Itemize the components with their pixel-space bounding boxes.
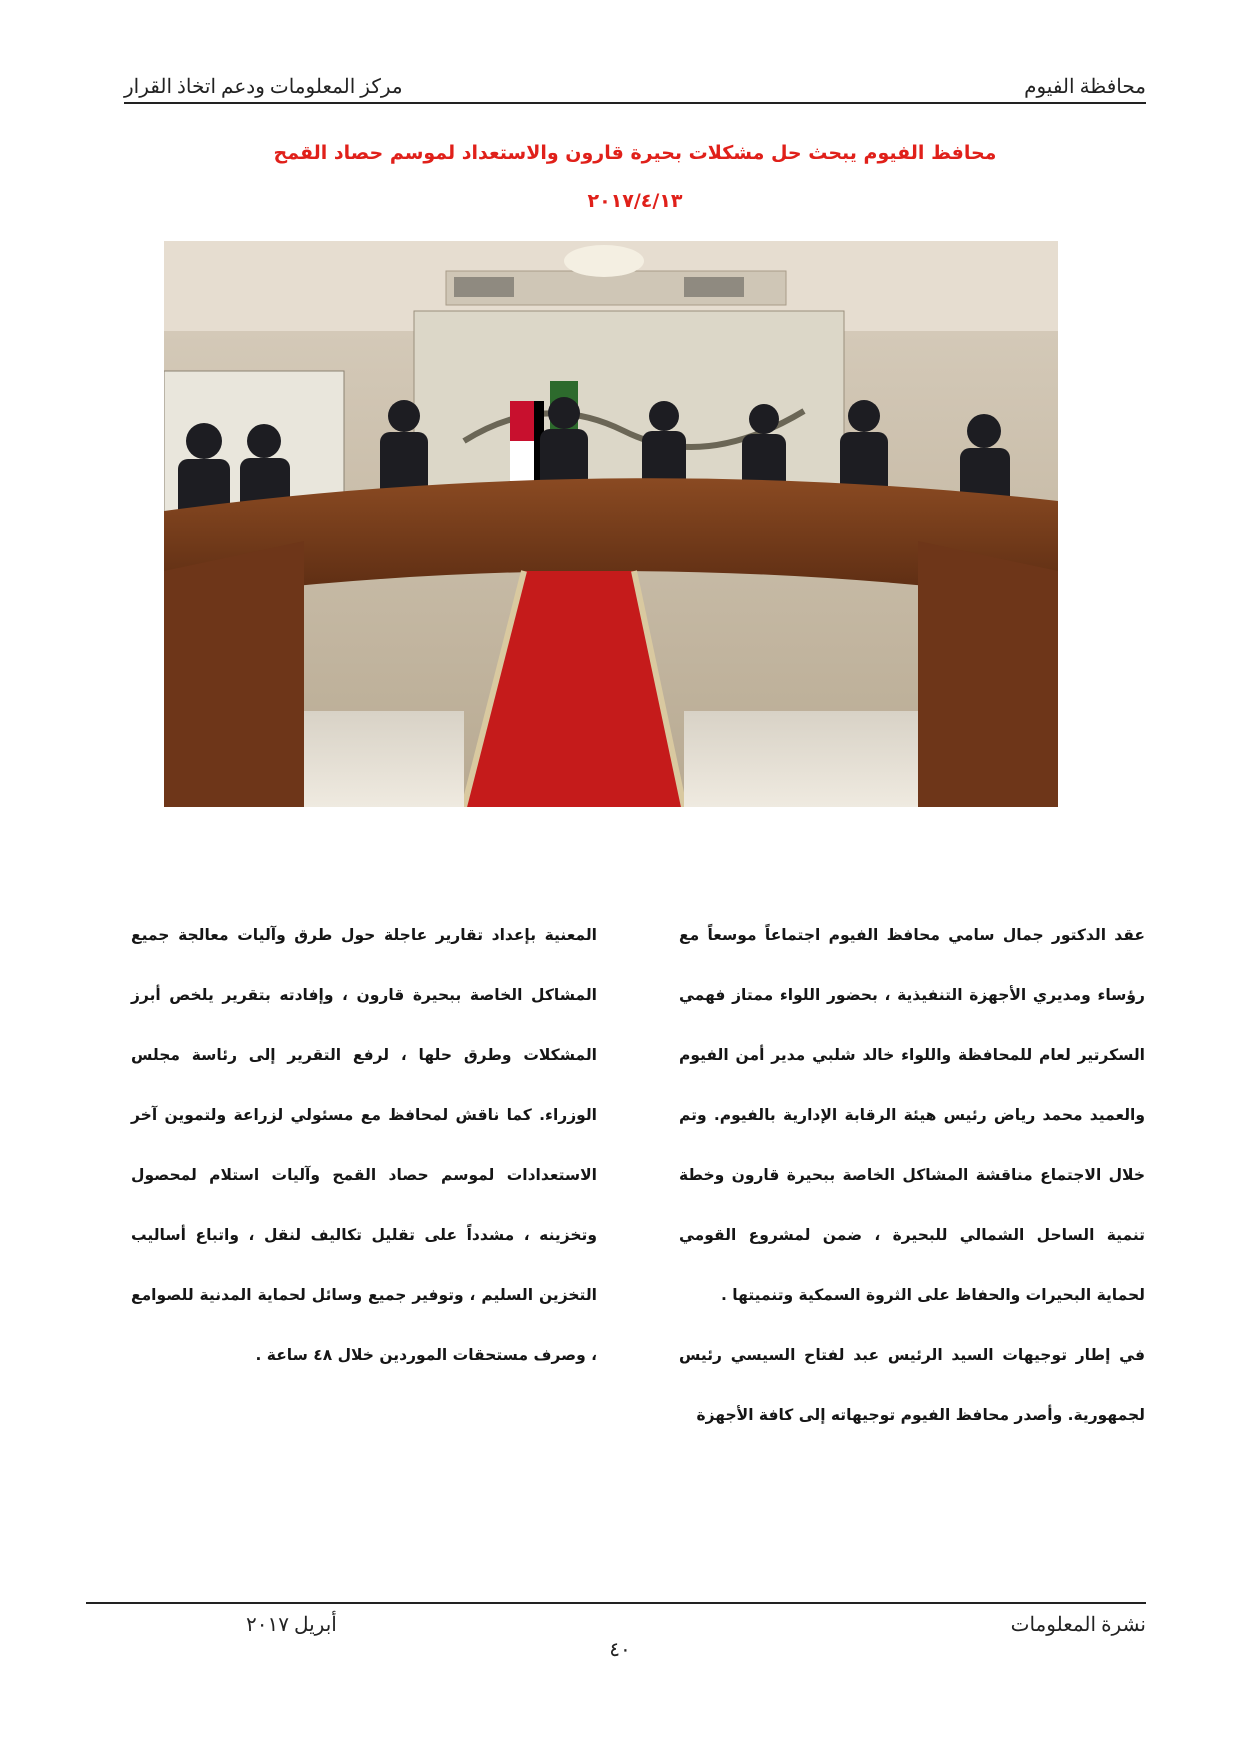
meeting-photo	[164, 241, 1058, 807]
paragraph: في إطار توجيهات السيد الرئيس عبد لفتاح السيسي رئيس لجمهورية. وأصدر محافظ الفيوم توجيهاته إلى كافة الأجهزة	[679, 1346, 1145, 1424]
header-governorate: محافظة الفيوم	[1024, 76, 1146, 98]
paragraph: المعنية بإعداد تقارير عاجلة حول طرق وآليات معالجة جميع المشاكل الخاصة ببحيرة قارون ، وإفادته بتقرير يلخص أبرز المشكلات وطرق حلها ، لرفع التقرير إلى رئاسة مجلس الوزراء. كما ناقش لمحافظ مع مسئولي لزراعة ولتموين آخر الاستعدادات لموسم حصاد القمح وآليات استلام لمحصول وتخزينه ، مشدداً على تقليل تكاليف لنقل ، واتباع أساليب التخزين السليم ، وتوفير جميع وسائل لحماية المدنية للصوامع ، وصرف مستحقات الموردين خلال ٤٨ ساعة .	[131, 926, 597, 1364]
footer-publication: نشرة المعلومات	[1010, 1614, 1146, 1636]
article-right-column	[679, 905, 1145, 1445]
page-number: ٤٠	[609, 1639, 631, 1661]
article-title: محافظ الفيوم يبحث حل مشكلات بحيرة قارون والاستعداد لموسم حصاد القمح	[273, 142, 997, 164]
header-center-name: مركز المعلومات ودعم اتخاذ القرار	[124, 76, 403, 98]
footer-issue-date: أبريل ٢٠١٧	[246, 1614, 337, 1636]
page-footer	[86, 1602, 1146, 1636]
page-header	[124, 72, 1146, 104]
article-date: ٢٠١٧/٤/١٣	[587, 190, 683, 212]
paragraph: عقد الدكتور جمال سامي محافظ الفيوم اجتماعاً موسعاً مع رؤساء ومديري الأجهزة التنفيذية ، بحضور اللواء ممتاز فهمي السكرتير لعام للمحافظة واللواء خالد شلبي مدير أمن الفيوم والعميد محمد رياض رئيس هيئة الرقابة الإدارية بالفيوم. وتم خلال الاجتماع مناقشة المشاكل الخاصة ببحيرة قارون وخطة تنمية الساحل الشمالي للبحيرة ، ضمن لمشروع القومي لحماية البحيرات والحفاظ على الثروة السمكية وتنميتها .	[679, 926, 1145, 1304]
article-left-column	[131, 905, 597, 1385]
